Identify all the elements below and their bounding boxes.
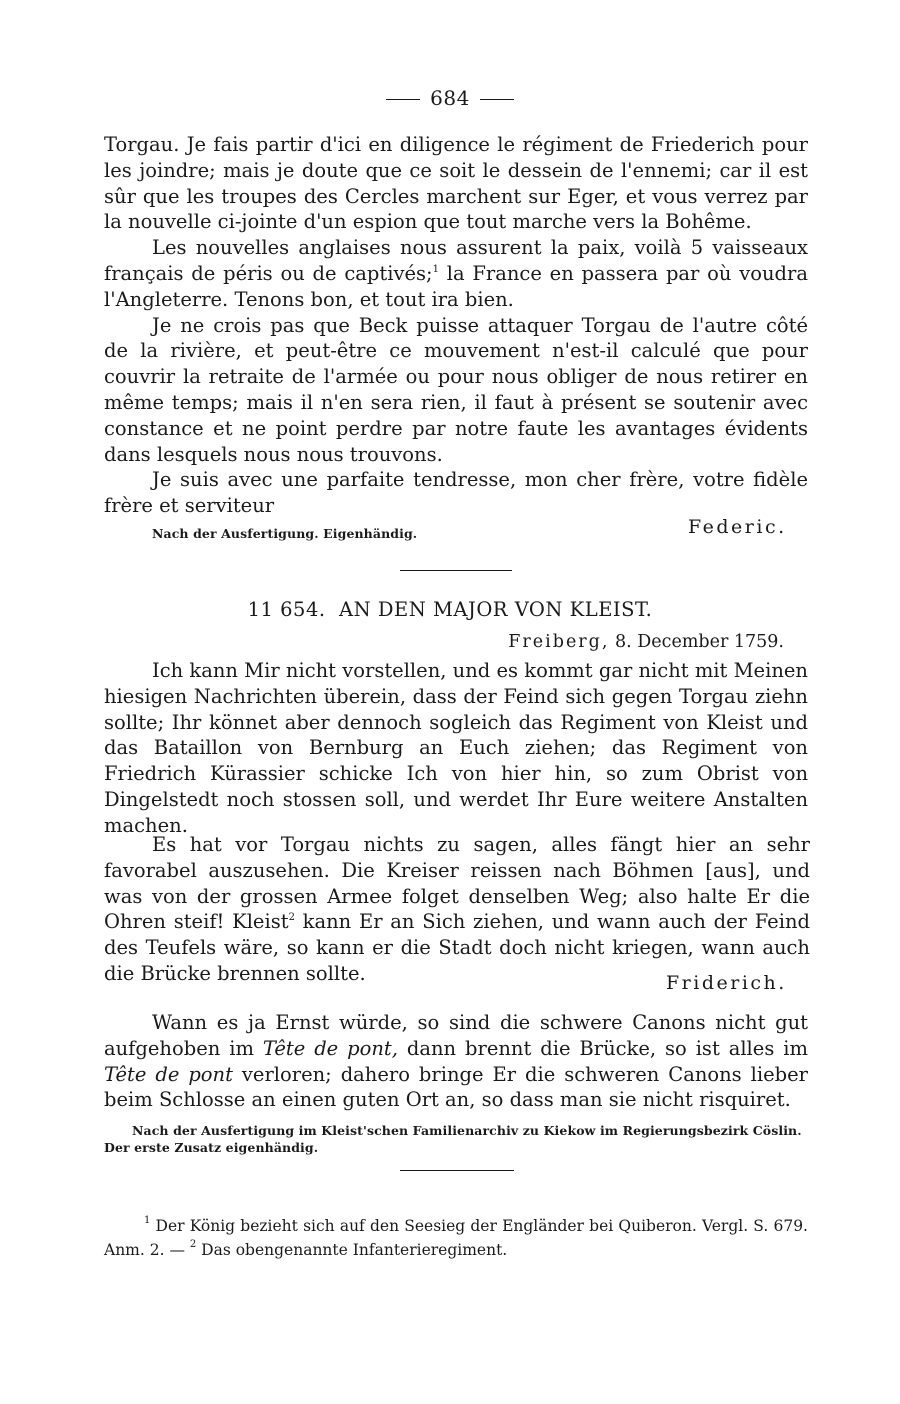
letter-2-postscript [104, 1010, 808, 1113]
page-number: 684 [0, 86, 900, 110]
footnotes [104, 1214, 808, 1262]
letter-2-dateline [508, 632, 784, 652]
letter-1-signature: Federic. [688, 516, 787, 538]
letter-1-paragraph-2: Les nouvelles anglaises nous assurent la paix, voilà 5 vaisseaux français de péris ou de captivés;$^1$ la France en passera par où voudra l'Angleterre. Tenons bon, et tout ira bien. [104, 236, 808, 311]
page-number-dash-right [480, 99, 514, 100]
separator-rule-1 [400, 570, 512, 571]
letter-2-body-2 [104, 832, 810, 987]
letter-2-title: AN DEN MAJOR VON KLEIST. [338, 598, 653, 621]
footnote-ref-2: 2 [288, 912, 295, 924]
letter-2-body-1 [104, 658, 808, 839]
footnote-1: $^1$ Der König bezieht sich auf den Seesieg der Engländer bei Quiberon. Vergl. S. 679. Anm. 2. — $^2$ Das obengenannte Infanterieregiment. [104, 1215, 808, 1259]
separator-rule-2 [400, 1170, 514, 1171]
letter-1-paragraph-3: Je ne crois pas que Beck puisse attaquer Torgau de l'autre côté de la rivière, et peut-être ce mouvement n'est-il calculé que pour couvrir la retraite de l'armée ou pour nous obliger de nous retirer en même temps; mais il n'en sera rien, il faut à présent se soutenir avec constance et ne point perdre par notre faute les avantages évidents dans lesquels nous nous trouvons. [104, 313, 808, 466]
letter-1-body [104, 132, 808, 519]
letter-2-number: 11 654. [247, 598, 326, 621]
letter-2-paragraph-3: Wann es ja Ernst würde, so sind die schwere Canons nicht gut aufgehoben im Tête de pont, dann brennt die Brücke, so ist alles im Tête de pont verloren; dahero bringe Er die schweren Canons lieber beim Schlosse an einen guten Ort an, so dass man sie nicht risquiret. [104, 1011, 808, 1112]
letter-1-source-note: Nach der Ausfertigung. Eigenhändig. [152, 526, 418, 541]
footnote-ref-1: 1 [432, 263, 439, 275]
letter-2-source-note-2: Der erste Zusatz eigenhändig. [104, 1140, 319, 1155]
letter-1-paragraph-1: Torgau. Je fais partir d'ici en diligence le régiment de Friederich pour les joindre; mais je doute que ce soit le dessein de l'ennemi; car il est sûr que les troupes des Cercles marchent sur Eger, et vous verrez par la nouvelle ci-jointe d'un espion que tout marche vers la Bohême. [104, 133, 808, 234]
letter-2-heading [0, 598, 900, 621]
page-number-dash-left [386, 99, 420, 100]
letter-2-paragraph-2: Es hat vor Torgau nichts zu sagen, alles fängt hier an sehr favorabel auszusehen. Die Kreiser reissen nach Böhmen [aus], und was von der grossen Armee folget denselben Weg; also halte Er die Ohren steif! Kleist$^2$ kann Er an Sich ziehen, und wann auch der Feind des Teufels wäre, so kann er die Stadt doch nicht kriegen, wann auch die Brücke brennen sollte. [104, 833, 810, 985]
letter-2-paragraph-1: Ich kann Mir nicht vorstellen, und es kommt gar nicht mit Meinen hiesigen Nachrichten überein, dass der Feind sich gegen Torgau ziehn sollte; Ihr könnet aber dennoch sogleich das Regiment von Kleist und das Bataillon von Bernburg an Euch ziehen; das Regiment von Friedrich Kürassier schicke Ich von hier hin, so zum Obrist von Dingelstedt noch stossen soll, und werdet Ihr Eure weitere Anstalten machen. [104, 659, 808, 837]
letter-2-place: Freiberg, [508, 632, 610, 652]
letter-2-source-note: Nach der Ausfertigung im Kleist'schen Familienarchiv zu Kiekow im Regierungsbezirk Cöslin. [132, 1123, 802, 1138]
letter-2-signature: Friderich. [666, 972, 787, 994]
letter-2-date: 8. December 1759. [615, 632, 784, 652]
letter-1-paragraph-4: Je suis avec une parfaite tendresse, mon cher frère, votre fidèle frère et serviteur [104, 468, 808, 518]
